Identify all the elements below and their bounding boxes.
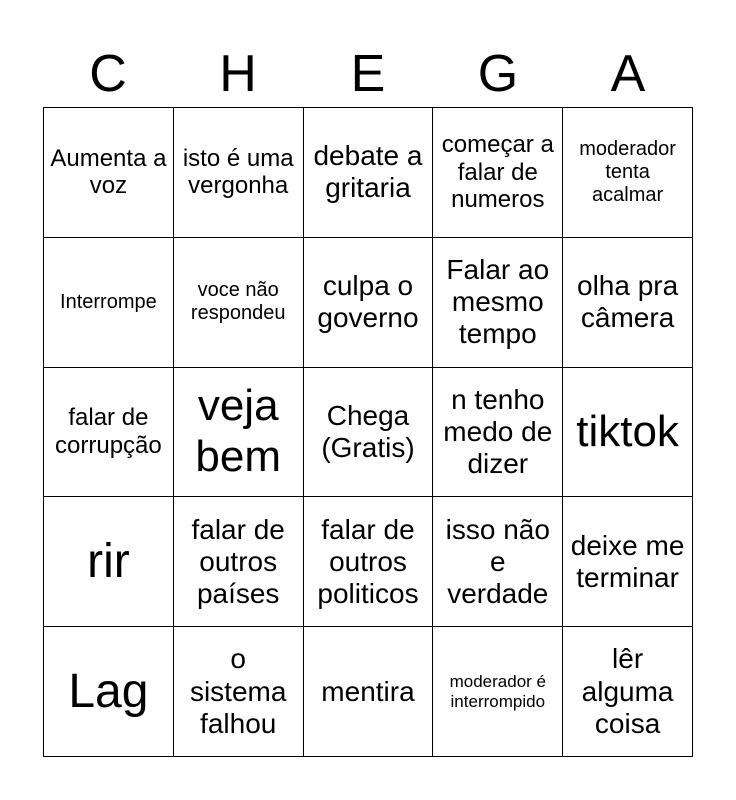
bingo-cell[interactable] — [44, 108, 174, 238]
cell-label: mentira — [321, 675, 415, 707]
bingo-cell[interactable] — [44, 368, 174, 498]
bingo-cell[interactable] — [174, 627, 304, 757]
cell-label: Lag — [68, 665, 149, 718]
bingo-header — [43, 42, 693, 106]
cell-label: Interrompe — [60, 290, 157, 313]
bingo-cell[interactable] — [563, 627, 693, 757]
header-letter-a: A — [610, 45, 646, 103]
bingo-cell[interactable] — [563, 497, 693, 627]
cell-label: olha pra câmera — [577, 270, 679, 334]
cell-label: Chega (Gratis) — [321, 399, 415, 463]
cell-label: isto é uma vergonha — [182, 144, 294, 200]
free-space-cell[interactable] — [304, 368, 434, 498]
bingo-cell[interactable] — [174, 368, 304, 498]
bingo-cell[interactable] — [304, 627, 434, 757]
cell-label: veja bem — [195, 381, 281, 481]
cell-label: deixe me terminar — [570, 529, 685, 593]
header-letter-g: G — [477, 45, 519, 103]
cell-label: lêr alguma coisa — [581, 643, 674, 739]
bingo-cell[interactable] — [174, 497, 304, 627]
bingo-cell[interactable] — [304, 108, 434, 238]
bingo-cell[interactable] — [174, 108, 304, 238]
bingo-cell[interactable] — [44, 497, 174, 627]
header-letter-e: E — [350, 45, 386, 103]
cell-label: voce não respondeu — [190, 279, 286, 325]
bingo-cell[interactable] — [433, 108, 563, 238]
cell-label: começar a falar de numeros — [441, 131, 554, 214]
header-letter-c: C — [89, 45, 127, 103]
cell-label: isso não e verdade — [445, 513, 550, 609]
cell-label: Aumenta a voz — [50, 144, 167, 200]
bingo-board — [43, 107, 693, 757]
cell-label: rir — [87, 535, 130, 589]
bingo-cell[interactable] — [433, 238, 563, 368]
cell-label: falar de corrupção — [55, 404, 162, 459]
bingo-cell[interactable] — [563, 368, 693, 498]
bingo-cell[interactable] — [44, 627, 174, 757]
bingo-cell[interactable] — [304, 497, 434, 627]
cell-label: culpa o governo — [317, 270, 419, 334]
bingo-cell[interactable] — [563, 238, 693, 368]
cell-label: tiktok — [576, 406, 679, 456]
cell-label: falar de outros politicos — [317, 513, 419, 609]
cell-label: debate a gritaria — [313, 140, 423, 204]
bingo-cell[interactable] — [304, 238, 434, 368]
bingo-cell[interactable] — [563, 108, 693, 238]
bingo-cell[interactable] — [174, 238, 304, 368]
cell-label: Falar ao mesmo tempo — [446, 253, 550, 350]
cell-label: moderador é interrompido — [449, 672, 546, 711]
bingo-cell[interactable] — [433, 497, 563, 627]
cell-label: falar de outros países — [191, 513, 285, 609]
cell-label: moderador tenta acalmar — [579, 137, 676, 206]
bingo-cell[interactable] — [433, 627, 563, 757]
bingo-cell[interactable] — [44, 238, 174, 368]
cell-label: o sistema falhou — [189, 643, 287, 739]
bingo-cell[interactable] — [433, 368, 563, 498]
cell-label: n tenho medo de dizer — [443, 383, 553, 480]
header-letter-h: H — [219, 45, 257, 103]
